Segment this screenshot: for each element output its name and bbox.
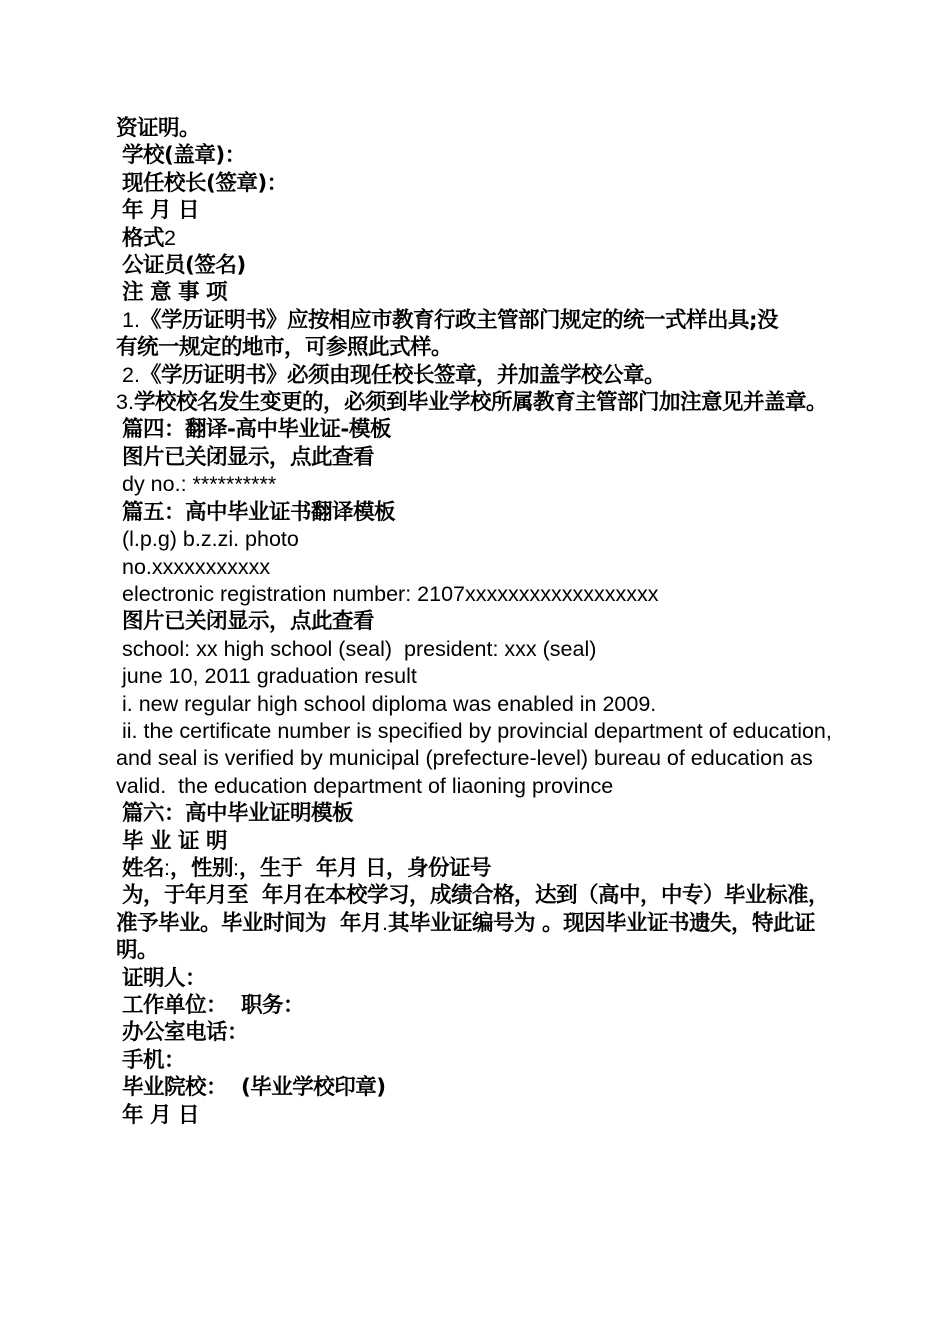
note-item-2-text: 《学历证明书》必须由现任校长签章，并加盖学校公章。 <box>139 362 665 388</box>
graduation-date-line: june 10, 2011 graduation result <box>122 664 417 689</box>
school-president-line: school: xx high school (seal) president: xxx (seal) <box>122 636 597 661</box>
note-item-3-text: 学校校名发生变更的，必须到毕业学校所属教育主管部门加注意见并盖章。 <box>133 390 827 416</box>
certificate-body-dot: . <box>381 910 388 935</box>
note-item-3-number: 3. <box>116 390 134 415</box>
section-heading-5: 篇五：高中毕业证书翻译模板 <box>122 499 396 525</box>
birth-id-label: ，生于 年月 日，身份证号 <box>239 855 491 881</box>
school-seal-line: 学校(盖章)： <box>122 143 246 169</box>
note-ii-paragraph: ii. the certificate number is specified by provincial department of education, and seal is verified by municipal (prefecture-level) bureau of education as valid. the education department of liaoning province <box>116 718 838 798</box>
date-line: 年 月 日 <box>122 198 199 224</box>
note-i-line: i. new regular high school diploma was enabled in 2009. <box>122 691 657 716</box>
document-body <box>116 115 836 1129</box>
notary-signature-line: 公证员(签名) <box>122 253 246 279</box>
note-item-1-number: 1. <box>122 307 140 332</box>
name-colon: : <box>164 855 170 880</box>
office-phone-line: 办公室电话： <box>122 1020 249 1046</box>
certificate-body-part2: 其毕业证编号为 。现因毕业证书遗失，特此证明。 <box>116 910 815 964</box>
dy-number-line: dy no.: ********** <box>122 472 277 497</box>
format-number: 2 <box>164 225 176 250</box>
note-item-2-number: 2. <box>122 362 140 387</box>
note-item-3 <box>116 389 836 416</box>
text-line: 资证明。 <box>116 116 201 141</box>
registration-number-line: electronic registration number: 2107xxxxxxxxxxxxxxxxxx <box>122 581 659 606</box>
graduate-school-line: 毕业院校： (毕业学校印章) <box>122 1075 386 1101</box>
mobile-line: 手机： <box>122 1047 186 1073</box>
certificate-number-line: no.xxxxxxxxxxx <box>122 554 271 579</box>
certificate-body-part1: 为，于年月至 年月在本校学习，成绩合格，达到（高中，中专）毕业标准，准予毕业。毕业时间为 年月 <box>116 883 829 936</box>
gender-label: ，性别 <box>170 855 234 881</box>
note-item-1 <box>116 307 836 334</box>
certificate-title: 毕 业 证 明 <box>122 828 227 854</box>
work-unit-line: 工作单位： 职务： <box>122 993 304 1018</box>
image-closed-notice[interactable]: 图片已关闭显示，点此查看 <box>122 444 375 470</box>
section-heading-6: 篇六：高中毕业证明模板 <box>122 801 354 827</box>
note-item-1-text: 《学历证明书》应按相应市教育行政主管部门规定的统一式样出具;没 <box>139 307 779 333</box>
format-label <box>116 225 836 252</box>
photo-line: (l.p.g) b.z.zi. photo <box>122 527 299 552</box>
image-closed-notice-2[interactable]: 图片已关闭显示，点此查看 <box>122 609 375 635</box>
section-heading-4: 篇四：翻译-高中毕业证-模板 <box>122 417 391 443</box>
gender-colon: : <box>233 855 239 880</box>
notes-heading: 注 意 事 项 <box>122 280 227 306</box>
name-label: 姓名 <box>122 855 165 881</box>
principal-signature-line: 现任校长(签章)： <box>122 170 288 196</box>
format-label-text: 格式 <box>122 225 165 251</box>
final-date-line: 年 月 日 <box>122 1102 199 1128</box>
personal-info-line <box>116 855 836 882</box>
note-item-2 <box>116 362 836 389</box>
certifier-line: 证明人： <box>122 965 207 991</box>
certificate-body <box>116 882 836 964</box>
note-item-1-continued: 有统一规定的地市，可参照此式样。 <box>116 335 453 361</box>
